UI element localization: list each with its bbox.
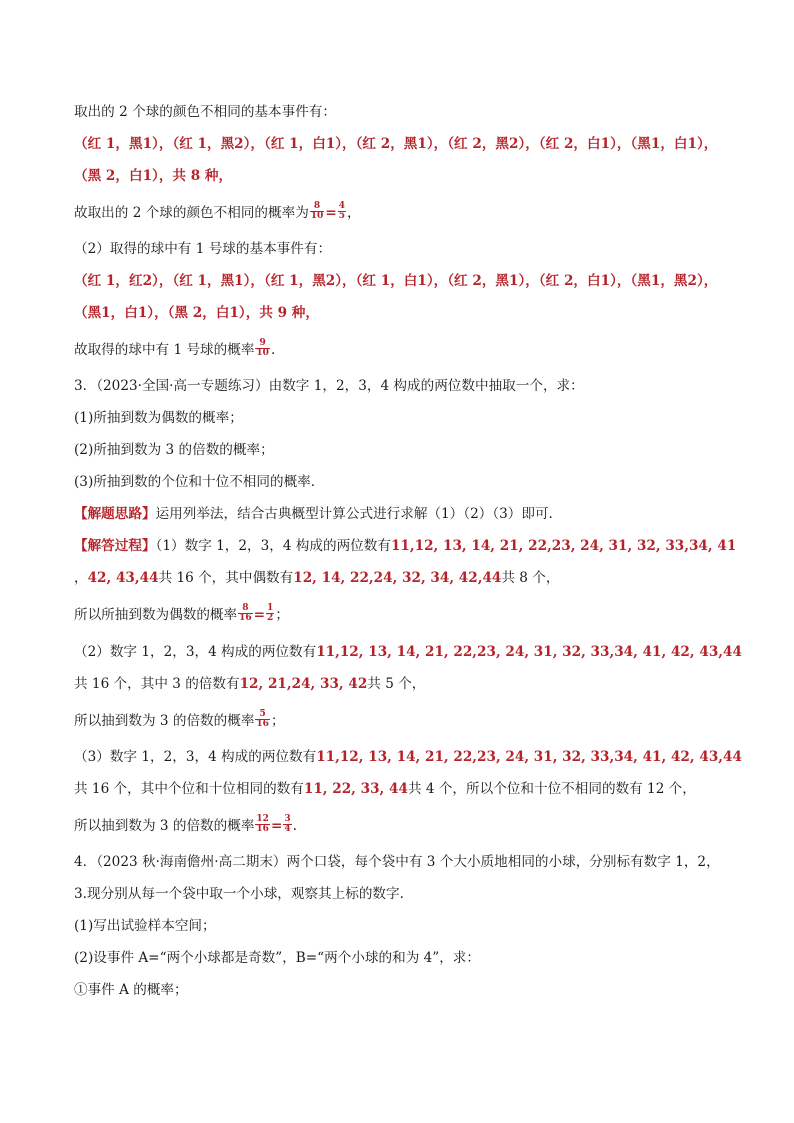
text-line: 取出的 2 个球的颜色不相同的基本事件有： [74,104,336,120]
text-line: （3）数字 1，2，3，4 构成的两位数有11,12, 13, 14, 21, 22,23, 24, 31, 32, 33,34, 41, 42, 43,44 [74,749,742,765]
question-4-part-1: (1)写出试验样本空间； [74,918,216,934]
question-3-title: 3．（2023·全国·高一专题练习）由数字 1，2，3，4 构成的两位数中抽取一个，求： [74,378,584,394]
fraction: $\frac{5}{16}$ [256,709,269,729]
fraction: $\frac{8}{16}$ [239,603,252,623]
text-line: （2）取得的球中有 1 号球的基本事件有： [74,241,332,257]
event-list-line: （黑1，白1），（黑 2，白1），共 9 种， [74,305,319,321]
fraction: $\frac{12}{16}$ [256,814,269,834]
solution-idea: 【解题思路】运用列举法，结合古典概型计算公式进行求解（1）（2）（3）即可. [74,506,553,522]
question-3-part-2: (2)所抽到数为 3 的倍数的概率； [74,442,274,458]
text-line: （2）数字 1，2，3，4 构成的两位数有11,12, 13, 14, 21, 22,23, 24, 31, 32, 33,34, 41, 42, 43,44 [74,644,742,660]
question-3-part-1: (1)所抽到数为偶数的概率； [74,410,243,426]
question-4-part-2: (2)设事件 A=“两个小球都是奇数”，B=“两个小球的和为 4”，求： [74,950,480,966]
idea-tag: 【解题思路】 [74,506,156,522]
event-list-line: （红 1，黑1），（红 1，黑2），（红 1，白1），（红 2，黑1），（红 2，黑2），（红 2，白1），（黑1，白1）， [74,136,718,152]
fraction: $\frac{1}{2}$ [267,603,274,623]
fraction: $\frac{3}{4}$ [284,814,291,834]
text-line: 共 16 个，其中个位和十位相同的数有11, 22, 33, 44共 4 个，所以个位和十位不相同的数有 12 个， [74,781,696,797]
question-4-title: 4．（2023 秋·海南儋州·高二期末）两个口袋，每个袋中有 3 个大小质地相同的小球，分别标有数字 1，2， [74,854,720,870]
question-3-part-3: (3)所抽到数的个位和十位不相同的概率． [74,474,325,490]
fraction: $\frac{8}{10}$ [310,201,324,221]
text: 故取出的 2 个球的颜色不相同的概率为 [74,205,309,221]
solution-process: 【解答过程】（1）数字 1，2，3，4 构成的两位数有11,12, 13, 14, 21, 22,23, 24, 31, 32, 33,34, 41 [74,538,737,554]
probability-line: 所以所抽到数为偶数的概率 $\frac{8}{16}$ = $\frac{1}{2}$ ； [74,603,289,623]
question-4-title-cont: 3.现分别从每一个袋中取一个小球，观察其上标的数字. [74,886,404,902]
text-line: 共 16 个，其中 3 的倍数有12, 21,24, 33, 42共 5 个， [74,676,426,692]
probability-line: 所以抽到数为 3 的倍数的概率 $\frac{12}{16}$ = $\frac{3}{4}$ . [74,814,297,834]
process-tag: 【解答过程】 [74,538,156,554]
probability-line: 故取得的球中有 1 号球的概率 $\frac{9}{10}$ . [74,338,276,358]
fraction: $\frac{9}{10}$ [256,338,269,358]
question-4-part-3: ①事件 A 的概率； [74,982,188,998]
event-list-line: （红 1，红2），（红 1，黑1），（红 1，黑2），（红 1，白1），（红 2，黑1），（红 2，白1），（黑1，黑2）， [74,273,718,289]
probability-line: 故取出的 2 个球的颜色不相同的概率为 $\frac{8}{10}$ = $\frac{4}{5}$ ， [74,201,361,221]
fraction: $\frac{4}{5}$ [338,201,345,221]
event-list-line: （黑 2，白1），共 8 种， [74,168,233,184]
text-line: ，42, 43,44共 16 个，其中偶数有12, 14, 22,24, 32, 34, 42,44共 8 个， [74,570,560,586]
probability-line: 所以抽到数为 3 的倍数的概率 $\frac{5}{16}$ ； [74,709,285,729]
